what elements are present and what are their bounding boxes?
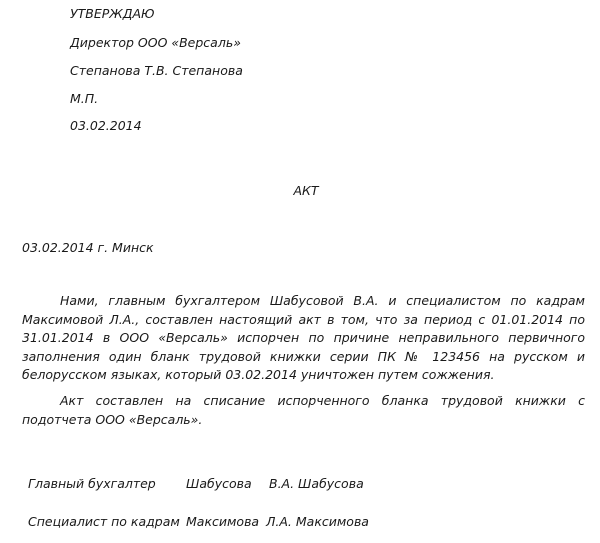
signature-mark: Шабусова	[186, 476, 252, 491]
signature-name: В.А. Шабусова	[269, 476, 364, 491]
approval-signature: Степанова Т.В. Степанова	[70, 63, 243, 78]
signature-mark: Максимова	[186, 514, 260, 529]
approval-seal: М.П.	[70, 91, 99, 106]
body-paragraph-2: Акт составлен на списание испорченного бланка трудовой книжки с подотчета ООО «Версаль».	[22, 393, 585, 427]
document-title: АКТ	[293, 183, 319, 198]
approval-heading: УТВЕРЖДАЮ	[70, 6, 155, 21]
place-date: 03.02.2014 г. Минск	[22, 240, 154, 255]
body-paragraph-1: Нами, главным бухгалтером Шабусовой В.А. и специалистом по кадрам Максимовой Л.А., составлен настоящий акт в том, что за период с 01.01.2014 по 31.01.2014 в ООО «Версаль» испорчен по причине неправильного первичного заполнения один бланк трудовой книжки серии ПК № 123456 на русском и белорусском языках, который 03.02.2014 уничтожен путем сожжения.	[22, 293, 585, 382]
approval-date: 03.02.2014	[70, 118, 142, 133]
signature-name: Л.А. Максимова	[266, 514, 369, 529]
signature-role: Главный бухгалтер	[28, 476, 156, 491]
signature-role: Специалист по кадрам	[28, 514, 180, 529]
approval-position: Директор ООО «Версаль»	[70, 35, 241, 50]
